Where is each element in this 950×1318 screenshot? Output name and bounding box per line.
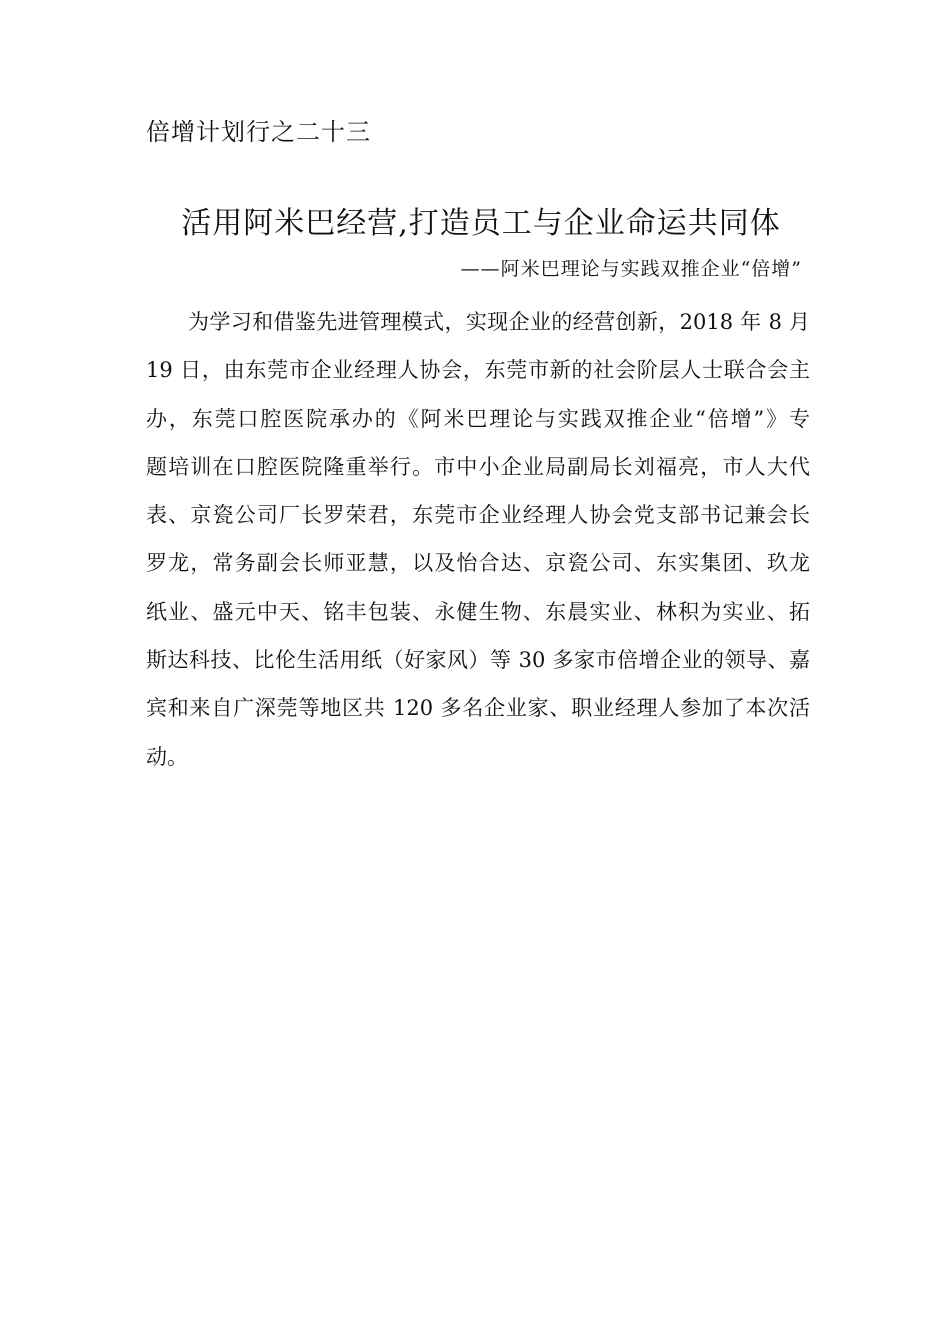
body-line: 为学习和借鉴先进管理模式，实现企业的经营创新，2018 年 8 月 — [188, 310, 810, 334]
body-line: 宾和来自广深莞等地区共 120 多名企业家、职业经理人参加了本次活 — [146, 696, 810, 721]
body-line: 斯达科技、比伦生活用纸（好家风）等 30 多家市倍增企业的领导、嘉 — [146, 648, 810, 673]
article-title — [0, 200, 950, 248]
body-line: 动。 — [146, 744, 188, 769]
article-body — [146, 298, 810, 781]
article-title-text: 活用阿米巴经营,打造员工与企业命运共同体 — [181, 206, 781, 241]
body-line: 罗龙，常务副会长师亚慧，以及怡合达、京瓷公司、东实集团、玖龙 — [146, 551, 810, 576]
body-line: 19 日，由东莞市企业经理人协会，东莞市新的社会阶层人士联合会主 — [146, 358, 810, 383]
article-subtitle: ——阿米巴理论与实践双推企业“倍增” — [460, 258, 802, 280]
series-label: 倍增计划行之二十三 — [146, 118, 371, 146]
body-line: 办，东莞口腔医院承办的《阿米巴理论与实践双推企业“倍增”》专 — [146, 406, 810, 431]
body-line: 题培训在口腔医院隆重举行。市中小企业局副局长刘福亮，市人大代 — [146, 454, 810, 479]
body-line: 表、京瓷公司厂长罗荣君，东莞市企业经理人协会党支部书记兼会长 — [146, 503, 810, 528]
body-line: 纸业、盛元中天、铭丰包装、永健生物、东晨实业、林积为实业、拓 — [146, 599, 810, 624]
